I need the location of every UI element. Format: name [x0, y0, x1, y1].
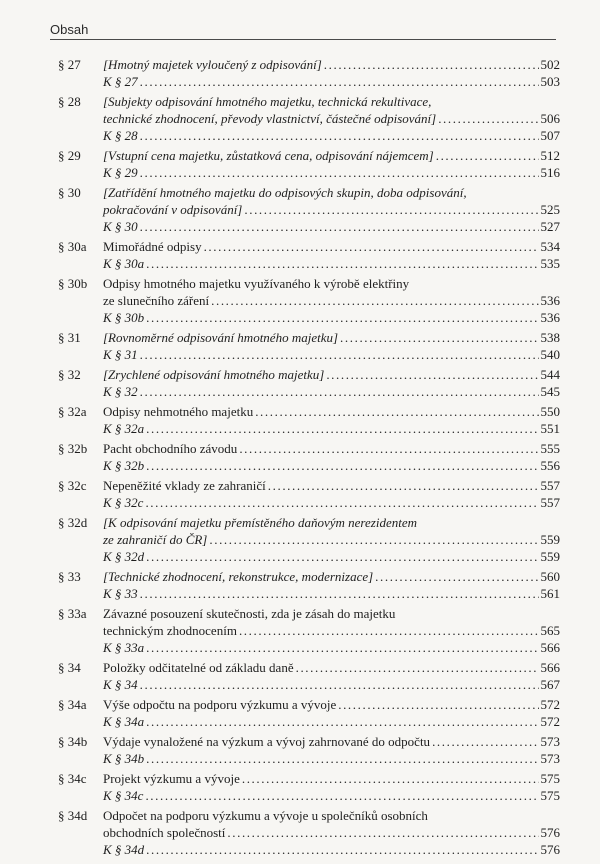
entry-body: [103, 184, 560, 235]
toc-line: [103, 366, 560, 383]
entry-title: Projekt výzkumu a vývoje: [103, 771, 240, 786]
page-number: 576: [540, 825, 560, 840]
page-number: 575: [540, 771, 560, 786]
toc-line: [103, 713, 560, 730]
page-number: 556: [540, 458, 560, 473]
entry-title: K § 32c: [103, 495, 144, 510]
page-number: 575: [540, 788, 560, 803]
entry-title: Odpisy hmotného majetku využívaného k výrobě elektřiny: [103, 276, 410, 291]
toc-entry: [50, 93, 560, 144]
running-header: [50, 20, 556, 40]
page-number: 572: [540, 714, 560, 729]
page-number: 559: [540, 549, 560, 564]
entry-body: [103, 568, 560, 602]
entry-body: [103, 696, 560, 730]
page-number: 559: [540, 532, 560, 547]
section-number: § 28: [58, 94, 81, 109]
entry-title: [Rovnoměrné odpisování hmotného majetku]: [103, 330, 339, 345]
dot-leader: [140, 73, 539, 90]
toc-entry: [50, 696, 560, 730]
entry-title: pokračování v odpisování]: [103, 202, 243, 217]
page-number: 527: [540, 219, 560, 234]
toc-line: [103, 383, 560, 400]
page-number: 550: [540, 404, 560, 419]
toc-line: [103, 403, 560, 420]
dot-leader: [140, 383, 539, 400]
dot-leader: [338, 696, 538, 713]
dot-leader: [140, 585, 539, 602]
entry-title: [Zatřídění hmotného majetku do odpisových skupin, doba odpisování,: [103, 185, 467, 200]
toc-line: [103, 841, 560, 858]
dot-leader: [146, 750, 538, 767]
entry-title: K § 33: [103, 586, 138, 601]
toc-entry: [50, 605, 560, 656]
dot-leader: [146, 420, 538, 437]
entry-body: [103, 440, 560, 474]
toc-entry: [50, 329, 560, 363]
toc-line: [103, 420, 560, 437]
toc-line: [103, 494, 560, 511]
section-number: § 27: [58, 57, 81, 72]
entry-title: K § 34a: [103, 714, 145, 729]
toc-line: [103, 164, 560, 181]
toc-entry: [50, 184, 560, 235]
entry-body: [103, 605, 560, 656]
page-number: 557: [540, 495, 560, 510]
dot-leader: [211, 292, 538, 309]
toc-line: [103, 457, 560, 474]
entry-body: [103, 93, 560, 144]
entry-title: technické zhodnocení, převody vlastnictví, částečné odpisování]: [103, 111, 437, 126]
entry-title: Závazné posouzení skutečnosti, zda je zásah do majetku: [103, 606, 396, 621]
entry-body: [103, 147, 560, 181]
dot-leader: [140, 127, 539, 144]
page-number: 507: [540, 128, 560, 143]
entry-title: [Technické zhodnocení, rekonstrukce, modernizace]: [103, 569, 374, 584]
toc-entry: [50, 275, 560, 326]
section-number: § 32c: [58, 478, 87, 493]
toc-line: [103, 309, 560, 326]
toc-line: [103, 56, 560, 73]
page-number: 534: [540, 239, 560, 254]
page-number: 565: [540, 623, 560, 638]
dot-leader: [239, 622, 539, 639]
entry-title: obchodních společností: [103, 825, 226, 840]
entry-title: [K odpisování majetku přemístěného daňovým nerezidentem: [103, 515, 417, 530]
section-number: § 34c: [58, 771, 87, 786]
entry-body: [103, 329, 560, 363]
entry-body: [103, 733, 560, 767]
dot-leader: [146, 255, 538, 272]
toc-line: [103, 346, 560, 363]
toc-entry: [50, 733, 560, 767]
toc-line: [103, 770, 560, 787]
entry-title: K § 32d: [103, 549, 145, 564]
entry-title: Odpočet na podporu výzkumu a vývoje u společníků osobních: [103, 808, 428, 823]
toc-line: [103, 639, 560, 656]
page-number: 544: [540, 367, 560, 382]
toc-entry: [50, 770, 560, 804]
entry-body: [103, 238, 560, 272]
toc-line: [103, 659, 560, 676]
page-number: 561: [540, 586, 560, 601]
toc-line: [103, 73, 560, 90]
page-number: 555: [540, 441, 560, 456]
toc-line: [103, 733, 560, 750]
page-number: 540: [540, 347, 560, 362]
toc-entry: [50, 568, 560, 602]
entry-title: K § 32b: [103, 458, 145, 473]
page-number: 551: [540, 421, 560, 436]
toc-line: [103, 127, 560, 144]
section-number: § 32b: [58, 441, 88, 456]
dot-leader: [244, 201, 538, 218]
entry-title: K § 34: [103, 677, 138, 692]
page-number: 576: [540, 842, 560, 857]
dot-leader: [324, 56, 539, 73]
dot-leader: [268, 477, 539, 494]
toc-line: [103, 292, 560, 309]
section-number: § 32: [58, 367, 81, 382]
entry-title: Mimořádné odpisy: [103, 239, 202, 254]
entry-title: K § 34b: [103, 751, 145, 766]
entry-title: ze slunečního záření: [103, 293, 210, 308]
toc-entry: [50, 366, 560, 400]
toc-entry: [50, 659, 560, 693]
dot-leader: [146, 713, 538, 730]
toc-line: [103, 824, 560, 841]
page-number: 516: [540, 165, 560, 180]
entry-title: Pacht obchodního závodu: [103, 441, 238, 456]
entry-title: [Subjekty odpisování hmotného majetku, technická rekultivace,: [103, 94, 432, 109]
toc-line: [103, 605, 560, 622]
dot-leader: [227, 824, 538, 841]
section-number: § 34d: [58, 808, 88, 823]
section-number: § 30b: [58, 276, 88, 291]
table-of-contents: [50, 56, 560, 861]
dot-leader: [432, 733, 538, 750]
toc-line: [103, 238, 560, 255]
entry-body: [103, 807, 560, 858]
entry-body: [103, 56, 560, 90]
toc-line: [103, 568, 560, 585]
entry-title: K § 31: [103, 347, 138, 362]
toc-line: [103, 696, 560, 713]
entry-title: Položky odčitatelné od základu daně: [103, 660, 294, 675]
entry-body: [103, 659, 560, 693]
page-number: 573: [540, 734, 560, 749]
entry-title: ze zahraničí do ČR]: [103, 532, 208, 547]
page-number: 503: [540, 74, 560, 89]
toc-line: [103, 440, 560, 457]
entry-body: [103, 275, 560, 326]
toc-line: [103, 676, 560, 693]
dot-leader: [140, 346, 539, 363]
entry-title: Výše odpočtu na podporu výzkumu a vývoje: [103, 697, 337, 712]
page-number: 506: [540, 111, 560, 126]
entry-title: K § 33a: [103, 640, 145, 655]
toc-line: [103, 201, 560, 218]
page-number: 535: [540, 256, 560, 271]
entry-title: K § 32: [103, 384, 138, 399]
dot-leader: [146, 457, 538, 474]
toc-entry: [50, 807, 560, 858]
dot-leader: [145, 494, 538, 511]
page-number: 538: [540, 330, 560, 345]
entry-title: K § 32a: [103, 421, 145, 436]
dot-leader: [436, 147, 539, 164]
toc-line: [103, 110, 560, 127]
entry-body: [103, 477, 560, 511]
dot-leader: [140, 218, 539, 235]
entry-title: Odpisy nehmotného majetku: [103, 404, 254, 419]
toc-line: [103, 218, 560, 235]
section-number: § 33a: [58, 606, 87, 621]
toc-line: [103, 622, 560, 639]
page-number: 536: [540, 310, 560, 325]
section-number: § 29: [58, 148, 81, 163]
entry-body: [103, 366, 560, 400]
entry-body: [103, 403, 560, 437]
header-title: Obsah: [50, 22, 89, 37]
section-number: § 34: [58, 660, 81, 675]
section-number: § 32a: [58, 404, 87, 419]
toc-line: [103, 477, 560, 494]
section-number: § 31: [58, 330, 81, 345]
entry-title: K § 30a: [103, 256, 145, 271]
entry-title: Výdaje vynaložené na výzkum a vývoj zahrnované do odpočtu: [103, 734, 431, 749]
toc-line: [103, 147, 560, 164]
page-number: 572: [540, 697, 560, 712]
entry-body: [103, 514, 560, 565]
entry-title: K § 27: [103, 74, 138, 89]
section-number: § 33: [58, 569, 81, 584]
page-number: 573: [540, 751, 560, 766]
toc-line: [103, 585, 560, 602]
dot-leader: [146, 639, 538, 656]
entry-title: K § 34c: [103, 788, 144, 803]
entry-title: K § 30b: [103, 310, 145, 325]
toc-line: [103, 93, 560, 110]
page-number: 566: [540, 640, 560, 655]
section-number: § 34b: [58, 734, 88, 749]
entry-title: K § 28: [103, 128, 138, 143]
toc-line: [103, 255, 560, 272]
entry-title: K § 29: [103, 165, 138, 180]
toc-line: [103, 750, 560, 767]
entry-title: [Hmotný majetek vyloučený z odpisování]: [103, 57, 322, 72]
page-number: 560: [540, 569, 560, 584]
dot-leader: [239, 440, 538, 457]
toc-line: [103, 807, 560, 824]
dot-leader: [326, 366, 538, 383]
section-number: § 32d: [58, 515, 88, 530]
dot-leader: [340, 329, 538, 346]
entry-title: [Vstupní cena majetku, zůstatková cena, odpisování nájemcem]: [103, 148, 434, 163]
entry-title: [Zrychlené odpisování hmotného majetku]: [103, 367, 325, 382]
dot-leader: [140, 164, 539, 181]
toc-entry: [50, 147, 560, 181]
dot-leader: [438, 110, 538, 127]
page-number: 512: [540, 148, 560, 163]
page-number: 525: [540, 202, 560, 217]
toc-line: [103, 548, 560, 565]
page-number: 502: [540, 57, 560, 72]
dot-leader: [204, 238, 539, 255]
section-number: § 30: [58, 185, 81, 200]
dot-leader: [145, 787, 538, 804]
page-number: 566: [540, 660, 560, 675]
dot-leader: [242, 770, 539, 787]
page-number: 557: [540, 478, 560, 493]
dot-leader: [146, 548, 538, 565]
dot-leader: [296, 659, 539, 676]
toc-entry: [50, 403, 560, 437]
toc-entry: [50, 56, 560, 90]
page-number: 545: [540, 384, 560, 399]
toc-line: [103, 329, 560, 346]
entry-title: K § 30: [103, 219, 138, 234]
dot-leader: [146, 309, 538, 326]
dot-leader: [375, 568, 538, 585]
toc-line: [103, 787, 560, 804]
entry-body: [103, 770, 560, 804]
toc-entry: [50, 514, 560, 565]
page-number: 567: [540, 677, 560, 692]
entry-title: K § 34d: [103, 842, 145, 857]
toc-line: [103, 514, 560, 531]
toc-line: [103, 531, 560, 548]
toc-entry: [50, 477, 560, 511]
dot-leader: [255, 403, 538, 420]
dot-leader: [209, 531, 538, 548]
dot-leader: [146, 841, 538, 858]
section-number: § 30a: [58, 239, 87, 254]
toc-entry: [50, 238, 560, 272]
toc-line: [103, 275, 560, 292]
toc-line: [103, 184, 560, 201]
entry-title: technickým zhodnocením: [103, 623, 237, 638]
section-number: § 34a: [58, 697, 87, 712]
toc-entry: [50, 440, 560, 474]
page-number: 536: [540, 293, 560, 308]
entry-title: Nepeněžité vklady ze zahraničí: [103, 478, 266, 493]
dot-leader: [140, 676, 539, 693]
